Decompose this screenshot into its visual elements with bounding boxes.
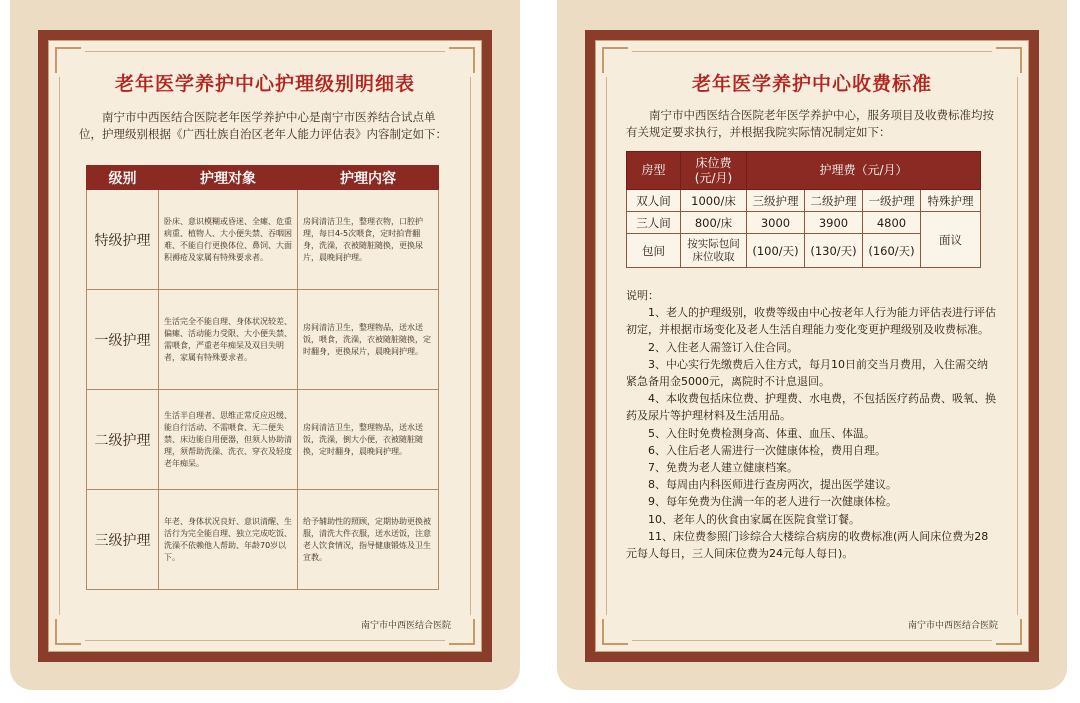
fee-table: [626, 151, 981, 268]
care-level-board: [10, 0, 520, 690]
care-level-name: 二级护理: [87, 390, 159, 490]
border-line: [632, 51, 992, 52]
room-type: 包间: [627, 234, 681, 268]
header-level: 级别: [87, 166, 159, 190]
table-row: [87, 290, 439, 390]
border-line: [85, 51, 445, 52]
corner-ornament: [55, 619, 81, 645]
board-intro: 南宁市中西医结合医院老年医学养护中心，服务项目及收费标准均按有关规定要求执行，并根据我院实际情况制定如下：: [626, 108, 994, 139]
care-level-label: 特殊护理: [921, 190, 981, 212]
border-line: [606, 77, 607, 615]
bed-fee: 1000/床: [681, 190, 747, 212]
bed-fee-line2: 床位收取: [692, 250, 735, 263]
border-line: [85, 640, 445, 641]
notes-section: [626, 287, 998, 562]
board-frame: [585, 30, 1039, 662]
notes-label: 说明：: [626, 289, 659, 302]
care-level-name: 三级护理: [87, 490, 159, 590]
care-content: 房间清洁卫生，整理物品，送水送饭，喂食，洗澡，衣被随脏随换，定时翻身，更换尿片，晨晚间护理。: [298, 290, 439, 390]
note-item: 10、老年人的伙食由家属在医院食堂订餐。: [648, 512, 860, 526]
board-inner: [48, 40, 482, 652]
note-item: 11、床位费参照门诊综合大楼综合病房的收费标准(两人间床位费为28元每人每日，三人间床位费为24元每人每日)。: [626, 529, 989, 561]
header-bed-fee: [681, 152, 747, 190]
care-fee-monthly: 4800: [863, 212, 921, 234]
corner-ornament: [449, 619, 475, 645]
care-level-label: 三级护理: [747, 190, 805, 212]
care-level-name: 特级护理: [87, 190, 159, 290]
care-level-label: 二级护理: [805, 190, 863, 212]
care-target: 年老、身体状况良好、意识清醒、生活行为完全能自理、独立完成吃饭、洗澡不依赖他人帮助、年龄70岁以下。: [159, 490, 298, 590]
bed-fee: 800/床: [681, 212, 747, 234]
care-fee-monthly: 3900: [805, 212, 863, 234]
bed-fee-line1: 按实际包间: [687, 237, 740, 250]
border-line: [470, 77, 471, 615]
care-target: 生活半自理者、思维正常反应迟缓、能自行活动、不需喂食、无二便失禁、床边能自用便器，但须人协助清理，须帮助洗澡、洗衣、穿衣及轻度老年痴呆。: [159, 390, 298, 490]
board-frame: [38, 30, 492, 662]
header-bed-fee-line1: 床位费: [695, 155, 732, 170]
table-row: [87, 490, 439, 590]
care-fee-daily: (100/天): [747, 234, 805, 268]
border-line: [632, 640, 992, 641]
table-header-row: [87, 166, 439, 190]
board-title: 老年医学养护中心收费标准: [691, 73, 932, 95]
hospital-signature: 南宁市中西医结合医院: [360, 621, 451, 631]
board-inner: [595, 40, 1029, 652]
table-row: [627, 212, 981, 234]
border-line: [59, 77, 60, 615]
care-level-table: [86, 165, 439, 590]
care-level-label: 一级护理: [863, 190, 921, 212]
care-target: 生活完全不能自理、身体状况较差、偏瘫、活动能力受限、大小便失禁、需喂食，严重老年痴呆及双目失明者，家属有特殊要求者。: [159, 290, 298, 390]
room-type: 双人间: [627, 190, 681, 212]
board-title: 老年医学养护中心护理级别明细表: [114, 73, 415, 95]
bed-fee: [681, 234, 747, 268]
note-item: 7、免费为老人建立健康档案。: [648, 461, 798, 475]
note-item: 3、中心实行先缴费后入住方式，每月10日前交当月费用，入住需交纳紧急备用金5000元，离院时不计息退回。: [626, 357, 988, 389]
header-content: 护理内容: [298, 166, 439, 190]
header-target: 护理对象: [159, 166, 298, 190]
care-fee-monthly: 3000: [747, 212, 805, 234]
special-care-fee: 面议: [921, 212, 981, 268]
note-item: 9、每年免费为住满一年的老人进行一次健康体检。: [648, 495, 897, 509]
care-level-name: 一级护理: [87, 290, 159, 390]
care-content: 给予辅助性的照顾，定期协助更换被服，清洗大件衣服，送水送饭，注意老人饮食情况，指导健康锻炼及卫生宣教。: [298, 490, 439, 590]
care-content: 房间清洁卫生，整理物品，送水送饭，洗澡，倒大小便，衣被随脏随换，定时翻身，晨晚间护理。: [298, 390, 439, 490]
table-row: [627, 190, 981, 212]
room-type: 三人间: [627, 212, 681, 234]
corner-ornament: [602, 619, 628, 645]
corner-ornament: [996, 619, 1022, 645]
board-intro: 南宁市中西医结合医院老年医学养护中心是南宁市医养结合试点单位，护理级别根据《广西壮族自治区老年人能力评估表》内容制定如下：: [79, 110, 447, 141]
note-item: 1、老人的护理级别，收费等级由中心按老年人行为能力评估表进行评估初定，并根据市场变化及老人生活自理能力变化变更护理级别及收费标准。: [626, 306, 996, 337]
care-content: 房间清洁卫生，整理衣物，口腔护理，每日4-5次喂食，定时拍背翻身，洗澡，衣被随脏随换，更换尿片，晨晚间护理。: [298, 190, 439, 290]
note-item: 4、本收费包括床位费、护理费、水电费，不包括医疗药品费、吸氧、换药及尿片等护理材料及生活用品。: [626, 392, 996, 423]
table-header-row: [627, 152, 981, 190]
header-room-type: 房型: [627, 152, 681, 190]
care-fee-daily: (160/天): [863, 234, 921, 268]
care-fee-daily: (130/天): [805, 234, 863, 268]
care-target: 卧床、意识模糊或昏迷、全瘫、危重病重、植物人、大小便失禁、吞咽困难、不能自行更换体位、鼻饲、大面积褥疮及家属有特殊要求者。: [159, 190, 298, 290]
header-care-fee: 护理费（元/月）: [747, 152, 981, 190]
note-item: 5、入住时免费检测身高、体重、血压、体温。: [648, 426, 875, 440]
table-row: [87, 390, 439, 490]
hospital-signature: 南宁市中西医结合医院: [907, 621, 998, 631]
header-bed-fee-line2: (元/月): [694, 170, 733, 185]
note-item: 8、每周由内科医师进行查房两次，提出医学建议。: [648, 478, 897, 492]
table-row: [87, 190, 439, 290]
note-item: 2、入住老人需签订入住合同。: [648, 340, 798, 354]
fee-standard-board: [557, 0, 1067, 690]
note-item: 6、入住后老人需进行一次健康体检，费用自理。: [648, 443, 886, 457]
border-line: [1017, 77, 1018, 615]
